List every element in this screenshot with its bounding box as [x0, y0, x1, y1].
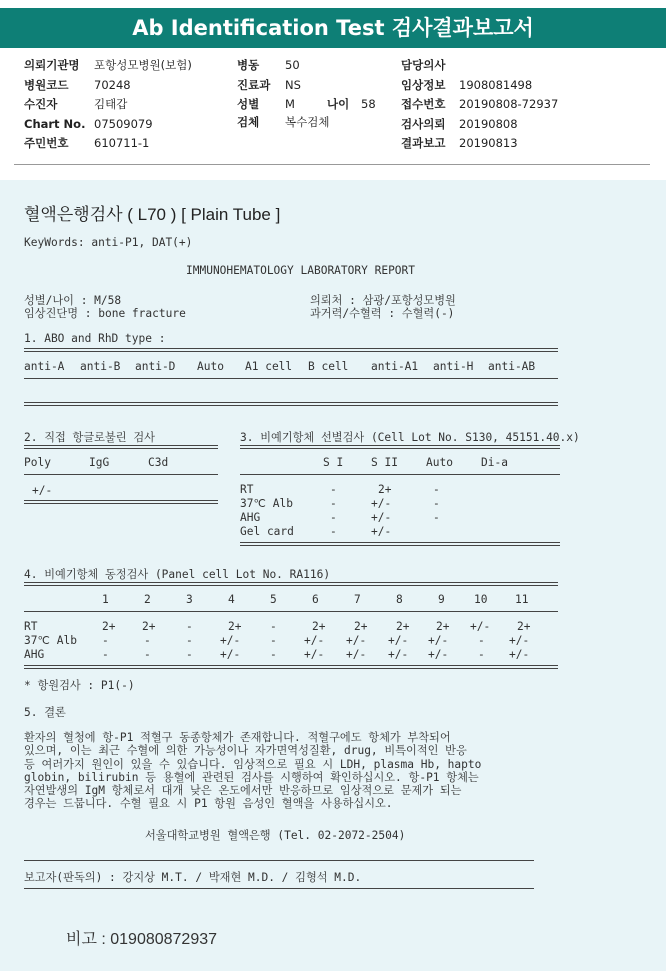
rule [24, 611, 558, 612]
antigen-test: * 항원검사 : P1(-) [24, 679, 135, 692]
cell: - [186, 648, 193, 661]
label-sex: 성별 [237, 97, 260, 111]
abo-col-anti-a1: anti-A1 [371, 360, 419, 373]
row-label: AHG [24, 648, 45, 661]
conclusion-line: 있으며, 이는 최근 수혈에 의한 가능성이나 자가면역성질환, drug, 비특이적인 반응 [24, 744, 467, 758]
cell: +/- [428, 648, 449, 661]
label-age: 나이 [327, 97, 350, 111]
label-chart-no: Chart No. [24, 117, 86, 131]
cell: - [102, 634, 109, 647]
label-physician: 담당의사 [401, 58, 446, 72]
panel-col: 7 [354, 593, 361, 606]
value-ward: 50 [285, 58, 300, 72]
label-patient: 수진자 [24, 97, 58, 111]
value-specimen: 복수검체 [285, 115, 330, 129]
conclusion-line: 경우는 드뭅니다. 수혈 필요 시 P1 항원 음성인 혈액을 사용하십시오. [24, 797, 393, 811]
abo-col-anti-ab: anti-AB [488, 360, 536, 373]
dat-col-poly: Poly [24, 456, 51, 469]
screen-col-dia: Di-a [481, 456, 508, 469]
rule [24, 860, 534, 861]
dat-value-poly: +/- [32, 484, 53, 497]
screen-col-auto: Auto [426, 456, 453, 469]
patient-sex-age: 성별/나이 : M/58 [24, 294, 122, 307]
value-department: NS [285, 78, 301, 92]
row-label: 37℃ Alb [24, 634, 77, 647]
value-hospital: 포항성모병원(보험) [94, 58, 192, 72]
panel-col: 4 [228, 593, 235, 606]
panel-col: 11 [515, 593, 529, 606]
cell: +/- [346, 648, 367, 661]
patient-diagnosis: 임상진단명 : bone fracture [24, 307, 186, 320]
abo-col-anti-a: anti-A [24, 360, 65, 373]
cell: 2+ [142, 620, 156, 633]
value-sex: M [285, 97, 295, 111]
report-title: 혈액은행검사 ( L70 ) [ Plain Tube ] [24, 205, 281, 224]
cell: +/- [371, 497, 392, 510]
label-department: 진료과 [237, 78, 271, 92]
abo-col-anti-b: anti-B [80, 360, 121, 373]
conclusion-paragraph [24, 731, 584, 811]
dat-col-c3d: C3d [148, 456, 169, 469]
cell: - [270, 648, 277, 661]
rule [24, 582, 558, 586]
cell: +/- [509, 648, 530, 661]
cell: 2+ [517, 620, 531, 633]
rule [24, 500, 218, 504]
cell: - [330, 483, 337, 496]
cell: +/- [388, 634, 409, 647]
report-subtitle: IMMUNOHEMATOLOGY LABORATORY REPORT [186, 264, 416, 277]
report-title-bar: Ab Identification Test 검사결과보고서 [0, 8, 666, 48]
row-label: Gel card [240, 525, 294, 538]
section2-title: 2. 직접 항글로불린 검사 [24, 431, 155, 444]
cell: - [270, 620, 277, 633]
cell: +/- [220, 648, 241, 661]
rule [24, 474, 218, 475]
referral-site: 의뢰처 : 삼광/포항성모병원 [310, 294, 456, 307]
panel-col: 10 [474, 593, 488, 606]
cell: +/- [304, 634, 325, 647]
panel-col: 1 [102, 593, 109, 606]
rule [24, 378, 558, 379]
cell: - [330, 525, 337, 538]
cell: - [433, 483, 440, 496]
value-hospital-code: 70248 [94, 78, 131, 92]
keywords: KeyWords: anti-P1, DAT(+) [24, 236, 193, 249]
value-resident-no: 610711-1 [94, 136, 150, 150]
cell: 2+ [228, 620, 242, 633]
cell: - [478, 648, 485, 661]
cell: +/- [346, 634, 367, 647]
cell: 2+ [378, 483, 392, 496]
value-report-date: 20190813 [459, 136, 518, 150]
label-request-date: 검사의뢰 [401, 117, 446, 131]
panel-col: 8 [396, 593, 403, 606]
label-report-date: 결과보고 [401, 136, 446, 150]
cell: - [186, 634, 193, 647]
conclusion-line: 환자의 혈청에 항-P1 적혈구 동종항체가 존재합니다. 적혈구에도 항체가 부착되어 [24, 731, 451, 744]
screen-col-s2: S II [371, 456, 398, 469]
abo-col-a1-cell: A1 cell [245, 360, 293, 373]
value-request-date: 20190808 [459, 117, 518, 131]
rule [240, 542, 560, 546]
cell: - [478, 634, 485, 647]
value-receipt-no: 20190808-72937 [459, 97, 559, 111]
cell: +/- [388, 648, 409, 661]
rule [24, 665, 558, 669]
row-label: 37℃ Alb [240, 497, 293, 510]
label-resident-no: 주민번호 [24, 136, 69, 150]
section4-title: 4. 비예기항체 동정검사 (Panel cell Lot No. RA116) [24, 568, 331, 581]
cell: +/- [428, 634, 449, 647]
header-divider [14, 164, 650, 165]
section1-title: 1. ABO and RhD type : [24, 332, 166, 345]
panel-col: 5 [270, 593, 277, 606]
row-label: RT [24, 620, 38, 633]
value-chart-no: 07509079 [94, 117, 153, 131]
cell: - [433, 511, 440, 524]
rule [24, 402, 558, 406]
cell: - [270, 634, 277, 647]
conclusion-line: 등 여러가지 원인이 있을 수 있습니다. 임상적으로 필요 시 LDH, plasma Hb, hapto [24, 757, 482, 771]
panel-col: 9 [438, 593, 445, 606]
abo-col-anti-d: anti-D [135, 360, 176, 373]
section3-title: 3. 비예기항체 선별검사 (Cell Lot No. S130, 45151.40.x) [240, 431, 580, 444]
cell: - [433, 497, 440, 510]
section5-title: 5. 결론 [24, 706, 66, 719]
rule [24, 348, 558, 352]
label-hospital-code: 병원코드 [24, 78, 69, 92]
cell: - [102, 648, 109, 661]
cell: - [330, 511, 337, 524]
label-receipt-no: 접수번호 [401, 97, 446, 111]
cell: - [186, 620, 193, 633]
cell: 2+ [102, 620, 116, 633]
label-ward: 병동 [237, 58, 260, 72]
abo-col-anti-h: anti-H [433, 360, 474, 373]
cell: - [330, 497, 337, 510]
cell: +/- [470, 620, 491, 633]
conclusion-line: globin, bilirubin 등 용혈에 관련된 검사를 시행하여 확인하십시오. 항-P1 항체는 [24, 770, 479, 784]
label-hospital: 의뢰기관명 [24, 58, 80, 72]
transfusion-history: 과거력/수혈력 : 수혈력(-) [310, 307, 455, 320]
cell: 2+ [436, 620, 450, 633]
cell: 2+ [312, 620, 326, 633]
label-clinical-info: 임상정보 [401, 78, 446, 92]
rule [24, 888, 534, 889]
cell: +/- [509, 634, 530, 647]
value-clinical-info: 1908081498 [459, 78, 533, 92]
panel-col: 2 [144, 593, 151, 606]
institution: 서울대학교병원 혈액은행 (Tel. 02-2072-2504) [145, 829, 406, 842]
value-age: 58 [361, 97, 376, 111]
row-label: AHG [240, 511, 261, 524]
row-label: RT [240, 483, 254, 496]
panel-col: 6 [312, 593, 319, 606]
value-patient: 김태갑 [94, 97, 128, 111]
reporter: 보고자(판독의) : 강지상 M.T. / 박재현 M.D. / 김형석 M.D. [24, 871, 362, 884]
panel-col: 3 [186, 593, 193, 606]
conclusion-line: 자연발생의 IgM 항체로서 대개 낮은 온도에서만 반응하므로 임상적으로 문제가 되는 [24, 784, 462, 798]
abo-col-b-cell: B cell [308, 360, 349, 373]
rule [24, 445, 218, 449]
cell: +/- [304, 648, 325, 661]
note: 비고 : 019080872937 [66, 931, 218, 948]
label-specimen: 검체 [237, 115, 260, 129]
abo-col-auto: Auto [197, 360, 224, 373]
cell: - [144, 648, 151, 661]
cell: +/- [371, 525, 392, 538]
cell: 2+ [354, 620, 368, 633]
dat-col-igg: IgG [89, 456, 110, 469]
cell: - [144, 634, 151, 647]
rule [240, 474, 560, 475]
rule [240, 445, 560, 449]
cell: +/- [371, 511, 392, 524]
cell: +/- [220, 634, 241, 647]
screen-col-s1: S I [323, 456, 344, 469]
cell: 2+ [396, 620, 410, 633]
